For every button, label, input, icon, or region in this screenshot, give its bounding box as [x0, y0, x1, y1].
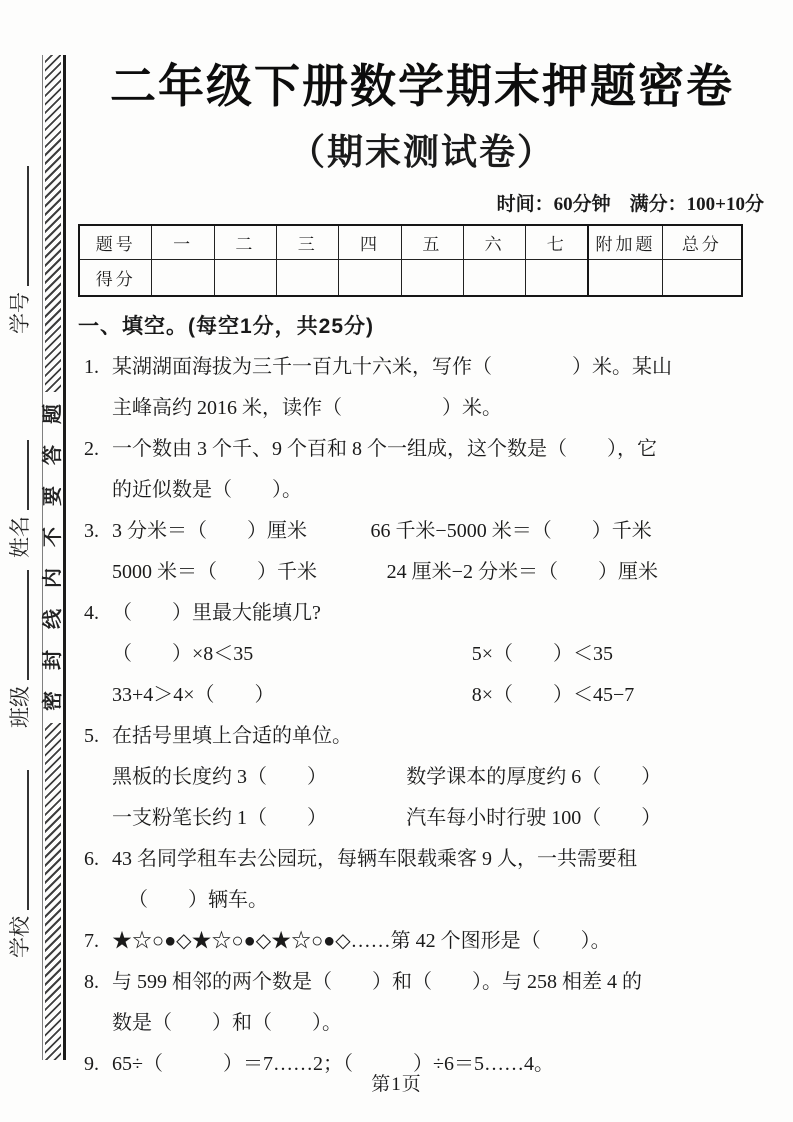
question-text: 3. 3 分米＝（ ）厘米 [84, 511, 370, 552]
question-text: 黑板的长度约 3（ ） [112, 766, 327, 788]
seal-char: 要 [42, 486, 64, 506]
seal-char: 内 [42, 568, 64, 588]
score-col-5: 五 [401, 225, 463, 259]
class-line [27, 570, 29, 680]
section-1-heading: 一、填空。(每空1分，共25分) [78, 315, 375, 338]
seal-line-strip [42, 55, 66, 1060]
question-text: （ ）辆车。 [128, 889, 268, 911]
score-cell [152, 259, 214, 296]
question-text: 的近似数是（ ）。 [112, 479, 302, 501]
score-col-6: 六 [463, 225, 525, 259]
question-text: （ ）×8＜35 [112, 643, 254, 665]
student-id-field [4, 166, 32, 334]
student-name-line [27, 440, 29, 510]
question-3 [78, 511, 766, 593]
class-field [4, 570, 32, 728]
score-col-label: 题号 [79, 225, 152, 259]
exam-page [78, 0, 766, 1085]
question-text: 5×（ ）＜35 [471, 643, 613, 665]
question-text: 与 599 相邻的两个数是（ ）和（ ）。与 258 相差 4 的 [112, 971, 642, 993]
question-number: 9. [84, 1053, 99, 1075]
question-text: 43 名同学租车去公园玩，每辆车限载乘客 9 人，一共需要租 [112, 848, 637, 870]
hatch-pattern-top [45, 55, 61, 392]
student-name-label: 姓名 [7, 516, 32, 558]
question-8 [78, 962, 766, 1044]
question-text: 数学课本的厚度约 6（ ） [406, 766, 662, 788]
score-cell [526, 259, 588, 296]
question-text: 汽车每小时行驶 100（ ） [406, 807, 662, 829]
question-text: 一支粉笔长约 1（ ） [112, 807, 327, 829]
question-text: 在括号里填上合适的单位。 [112, 725, 352, 747]
question-text: 8×（ ）＜45−7 [471, 684, 635, 706]
question-text: 33+4＞4×（ ） [112, 684, 275, 706]
score-col-7: 七 [526, 225, 588, 259]
school-field [4, 770, 32, 958]
question-text: （ ）里最大能填几? [112, 602, 321, 624]
question-number: 5. [84, 725, 99, 747]
score-cell [463, 259, 525, 296]
student-id-line [27, 166, 29, 286]
student-id-label: 学号 [7, 292, 32, 334]
question-text: 66 千米−5000 米＝（ ）千米 [370, 520, 652, 542]
student-name-field [4, 440, 32, 558]
question-text: 某湖湖面海拔为三千一百九十六米，写作（ ）米。某山 [112, 356, 672, 378]
seal-char: 线 [42, 609, 64, 629]
hatch-pattern-bottom [45, 723, 61, 1060]
page-number: 第1页 [371, 1074, 422, 1095]
time-and-score-info: 时间：60分钟 满分：100+10分 [496, 194, 764, 215]
question-number: 6. [84, 848, 99, 870]
score-col-4: 四 [339, 225, 401, 259]
question-list [78, 347, 766, 1085]
class-label: 班级 [7, 686, 32, 728]
seal-char: 题 [42, 404, 64, 424]
exam-title: 二年级下册数学期末押题密卷 [110, 61, 734, 112]
question-text: 24 厘米−2 分米＝（ ）厘米 [386, 561, 658, 583]
question-number: 2. [84, 438, 99, 460]
score-row-label: 得分 [79, 259, 152, 296]
score-cell [662, 259, 742, 296]
score-table-score-row [79, 259, 742, 296]
score-col-total: 总分 [662, 225, 742, 259]
score-cell [401, 259, 463, 296]
question-text: ★☆○●◇★☆○●◇★☆○●◇……第 42 个图形是（ ）。 [112, 930, 611, 952]
question-number: 3. [84, 520, 99, 542]
question-number: 8. [84, 971, 99, 993]
exam-subtitle: （期末测试卷） [288, 132, 555, 172]
seal-line-text [43, 392, 63, 723]
school-label: 学校 [7, 916, 32, 958]
question-number: 4. [84, 602, 99, 624]
score-col-1: 一 [152, 225, 214, 259]
question-text: 65÷（ ）＝7……2；（ ）÷6＝5……4。 [112, 1053, 554, 1075]
question-4 [78, 593, 766, 716]
score-col-2: 二 [214, 225, 276, 259]
score-col-bonus: 附加题 [588, 225, 662, 259]
score-cell [339, 259, 401, 296]
question-number: 7. [84, 930, 99, 952]
question-text: 5000 米＝（ ）千米 [112, 561, 317, 583]
question-5 [78, 716, 766, 839]
score-table [78, 224, 743, 297]
question-2 [78, 429, 766, 511]
question-number: 1. [84, 356, 99, 378]
score-cell [277, 259, 339, 296]
seal-char: 答 [42, 445, 64, 465]
score-cell [214, 259, 276, 296]
question-text: 主峰高约 2016 米，读作（ ）米。 [112, 397, 502, 419]
score-table-header-row [79, 225, 742, 259]
score-col-3: 三 [277, 225, 339, 259]
seal-char: 不 [42, 527, 64, 547]
seal-char: 封 [42, 650, 64, 670]
question-text: 数是（ ）和（ ）。 [112, 1012, 342, 1034]
seal-char: 密 [42, 691, 64, 711]
question-1 [78, 347, 766, 429]
school-line [27, 770, 29, 910]
question-6 [78, 839, 766, 921]
question-7 [78, 921, 766, 962]
question-text: 一个数由 3 个千、9 个百和 8 个一组成，这个数是（ ），它 [112, 438, 657, 460]
score-cell [588, 259, 662, 296]
